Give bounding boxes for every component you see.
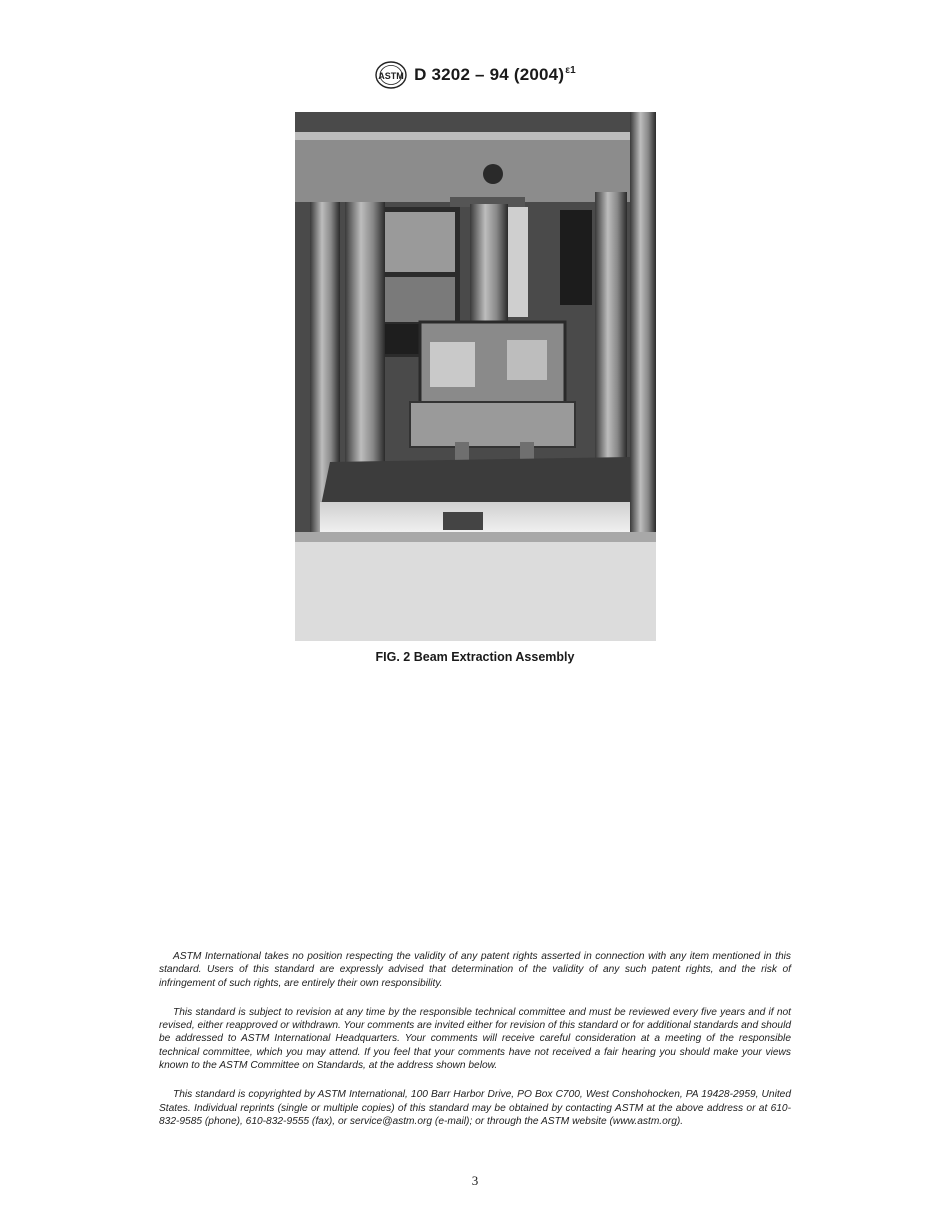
page-header [0, 60, 950, 90]
copyright-notice: This standard is copyrighted by ASTM International, 100 Barr Harbor Drive, PO Box C700, West Conshohocken, PA 19428-2959, United States. Individual reprints (single or multiple copies) of this standard may be obtained by contacting ASTM at the above address or at 610-832-9585 (phone), 610-832-9555 (fax), or service@astm.org (e-mail); or through the ASTM website (www.astm.org). [159, 1089, 791, 1127]
revision-notice: This standard is subject to revision at any time by the responsible technical committee and must be reviewed every five years and if not revised, either reapproved or withdrawn. Your comments are invited either for revision of this standard or for additional standards and should be addressed to ASTM International Headquarters. Your comments will receive careful consideration at a meeting of the responsible technical committee, which you may attend. If you feel that your comments have not received a fair hearing you should make your views known to the ASTM Committee on Standards, at the address shown below. [159, 1006, 791, 1072]
document-designation: D 3202 – 94 $(2004)^{\varepsilon 1}$ [414, 65, 576, 84]
figure-caption: FIG. 2 Beam Extraction Assembly [375, 650, 575, 664]
legal-notices [159, 950, 791, 1144]
page-number: 3 [471, 1173, 479, 1188]
beam-extraction-press-photo [295, 112, 656, 641]
epsilon-superscript: ε1 [565, 65, 576, 77]
astm-logo-icon [374, 60, 408, 90]
logo-text: ASTM [378, 71, 404, 81]
patent-notice: ASTM International takes no position respecting the validity of any patent rights asserted in connection with any item mentioned in this standard. Users of this standard are expressly advised that determination of the validity of any such patent rights, and the risk of infringement of such rights, are entirely their own responsibility. [159, 951, 791, 989]
